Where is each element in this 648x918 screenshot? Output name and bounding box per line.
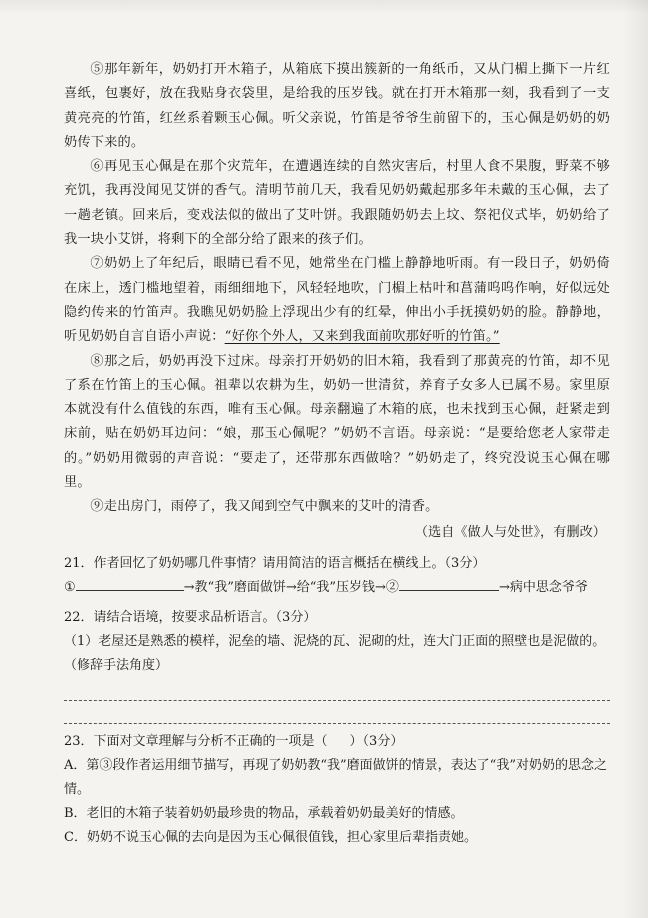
q21-marker-2: ② (385, 579, 399, 595)
paragraph-6: ⑥再见玉心佩是在那个灾荒年，在遭遇连续的自然灾害后，村里人食不果腹，野菜不够充饥，我再没闻见艾饼的香气。清明节前几天，我看见奶奶戴起那多年未戴的玉心佩，去了一趟老镇。回来后，变戏法似的做出了艾叶饼。我跟随奶奶去上坟、祭祀仪式毕，奶奶给了我一块小艾饼，将剩下的全部分给了跟来的孩子们。 (64, 159, 610, 248)
paragraph-8: ⑧那之后，奶奶再没下过床。母亲打开奶奶的旧木箱，我看到了那黄亮的竹笛，却不见了系在竹笛上的玉心佩。祖辈以农耕为生，奶奶一世清贫，养育子女多人已属不易。家里原本就没有什么值钱的东西，唯有玉心佩。母亲翻遍了木箱的底，也未找到玉心佩，赶紧走到床前，贴在奶奶耳边问：“娘，那玉心佩呢？”奶奶不言语。母亲说：“是要给您老人家带走的。”奶奶用微弱的声音说：“要走了，还带那东西做啥？”奶奶走了，终究没说玉心佩在哪里。 (64, 353, 610, 491)
paragraph-7 (64, 252, 610, 349)
q21-blank-1[interactable] (76, 578, 184, 591)
paragraph-7-quote: “好你个外人，又来到我面前吹那好听的竹笛。” (224, 329, 500, 345)
q22-answer-line-1[interactable] (64, 678, 610, 701)
scan-top-shade (0, 0, 648, 14)
q23-stem-after: ）（3分） (349, 733, 404, 749)
question-21-stem: 21．作者回忆了奶奶哪几件事情？请用简洁的语言概括在横线上。（3分） (64, 555, 486, 571)
paragraph-7-text: ⑦奶奶上了年纪后，眼睛已看不见，她常坐在门槛上静静地听雨。有一段日子，奶奶倚在床上，透门槛地望着，雨细细地下，风轻轻地吹，门楣上枯叶和菖蒲呜呜作响，好似远处隐约传来的竹笛声。我瞧见奶奶脸上浮现出少有的红晕，伸出小手抚摸奶奶的脸。静静地，听见奶奶自言自语小声说： (64, 256, 610, 345)
question-23-stem (64, 730, 610, 754)
reading-passage (64, 58, 610, 850)
question-22-item-1: （1）老屋还是熟悉的模样，泥垒的墙、泥烧的瓦、泥砌的灶，连大门正面的照壁也是泥做的。 (64, 633, 606, 649)
q23-option-b: B．老旧的木箱子装着奶奶最珍贵的物品，承载着奶奶最美好的情感。 (64, 805, 464, 821)
q23-option-c: C．奶奶不说玉心佩的去向是因为玉心佩很值钱，担心家里后辈指责她。 (64, 829, 477, 845)
question-22-hint: （修辞手法角度） (64, 657, 169, 673)
q23-option-a: A．第③段作者运用细节描写，再现了奶奶教“我”磨面做饼的情景，表达了“我”对奶奶的思念之情。 (64, 757, 607, 797)
question-21-flow (64, 576, 610, 600)
source-citation: （选自《做人与处世》，有删改） (414, 524, 606, 540)
q21-step-4: →病中思念爷爷 (498, 579, 588, 595)
q22-answer-line-2[interactable] (64, 701, 610, 724)
scan-edge-shadow (622, 0, 648, 918)
q21-step-2: →教“我”磨面做饼→给“我”压岁钱→ (183, 579, 386, 595)
paragraph-9: ⑨走出房门，雨停了，我又闻到空气中飘来的艾叶的清香。 (90, 499, 439, 515)
q23-stem-before: 23．下面对文章理解与分析不正确的一项是（ (64, 733, 328, 749)
q21-blank-2[interactable] (399, 578, 499, 591)
q21-marker-1: ① (64, 579, 76, 595)
question-22-stem: 22．请结合语境，按要求品析语言。（3分） (64, 609, 317, 625)
paragraph-5: ⑤那年新年，奶奶打开木箱子，从箱底下摸出簇新的一角纸币，又从门楣上撕下一片红喜纸，包裹好，放在我贴身衣袋里，是给我的压岁钱。就在打开木箱那一刻，我看到了一支黄亮亮的竹笛，红丝系着颗玉心佩。听父亲说，竹笛是爷爷生前留下的，玉心佩是奶奶的奶奶传下来的。 (64, 62, 610, 150)
